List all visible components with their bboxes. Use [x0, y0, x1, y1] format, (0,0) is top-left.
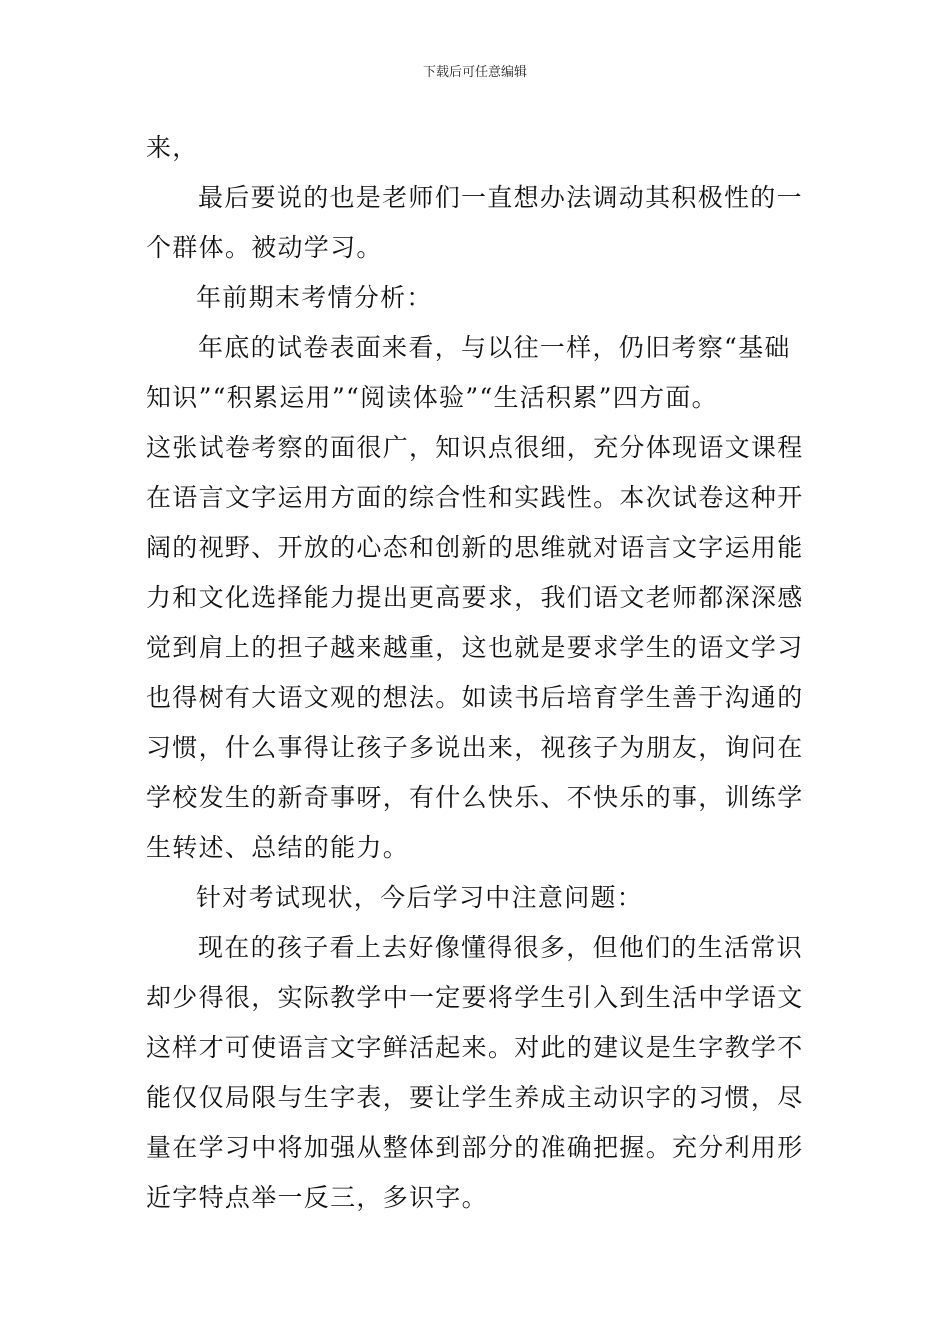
body-line: 量在学习中将加强从整体到部分的准确把握。充分利用形	[146, 1133, 804, 1162]
document-body	[146, 123, 808, 1223]
section-heading: 针对考试现状，今后学习中注意问题：	[196, 883, 644, 912]
body-line: 阔的视野、开放的心态和创新的思维就对语言文字运用能	[146, 533, 804, 562]
body-line: 学校发生的新奇事呀，有什么快乐、不快乐的事，训练学	[146, 783, 804, 812]
body-line: 现在的孩子看上去好像懂得很多，但他们的生活常识	[198, 933, 803, 962]
body-line: 个群体。被动学习。	[146, 233, 383, 262]
body-line: 却少得很，实际教学中一定要将学生引入到生活中学语文	[146, 983, 804, 1012]
body-line: 也得树有大语文观的想法。如读书后培育学生善于沟通的	[146, 683, 804, 712]
body-line: 这张试卷考察的面很广，知识点很细，充分体现语文课程	[146, 433, 804, 462]
body-line: 最后要说的也是老师们一直想办法调动其积极性的一	[198, 183, 803, 212]
body-line: 力和文化选择能力提出更高要求，我们语文老师都深深感	[146, 583, 804, 612]
page-header: 下载后可任意编辑	[422, 65, 527, 80]
body-line: 近字特点举一反三，多识字。	[146, 1183, 488, 1212]
body-line: 在语言文字运用方面的综合性和实践性。本次试卷这种开	[146, 483, 804, 512]
body-line: 来，	[146, 133, 199, 162]
body-line: 习惯，什么事得让孩子多说出来，视孩子为朋友，询问在	[146, 733, 804, 762]
body-line: 这样才可使语言文字鲜活起来。对此的建议是生字教学不	[146, 1033, 804, 1062]
body-line: 生转述、总结的能力。	[146, 833, 410, 862]
body-line: 能仅仅局限与生字表，要让学生养成主动识字的习惯，尽	[146, 1083, 804, 1112]
section-heading: 年前期末考情分析：	[196, 283, 433, 312]
body-line: 知识”“积累运用”“阅读体验”“生活积累”四方面。	[146, 383, 718, 412]
body-line: 年底的试卷表面来看，与以往一样，仍旧考察“基础	[198, 333, 791, 362]
body-line: 觉到肩上的担子越来越重，这也就是要求学生的语文学习	[146, 633, 804, 662]
